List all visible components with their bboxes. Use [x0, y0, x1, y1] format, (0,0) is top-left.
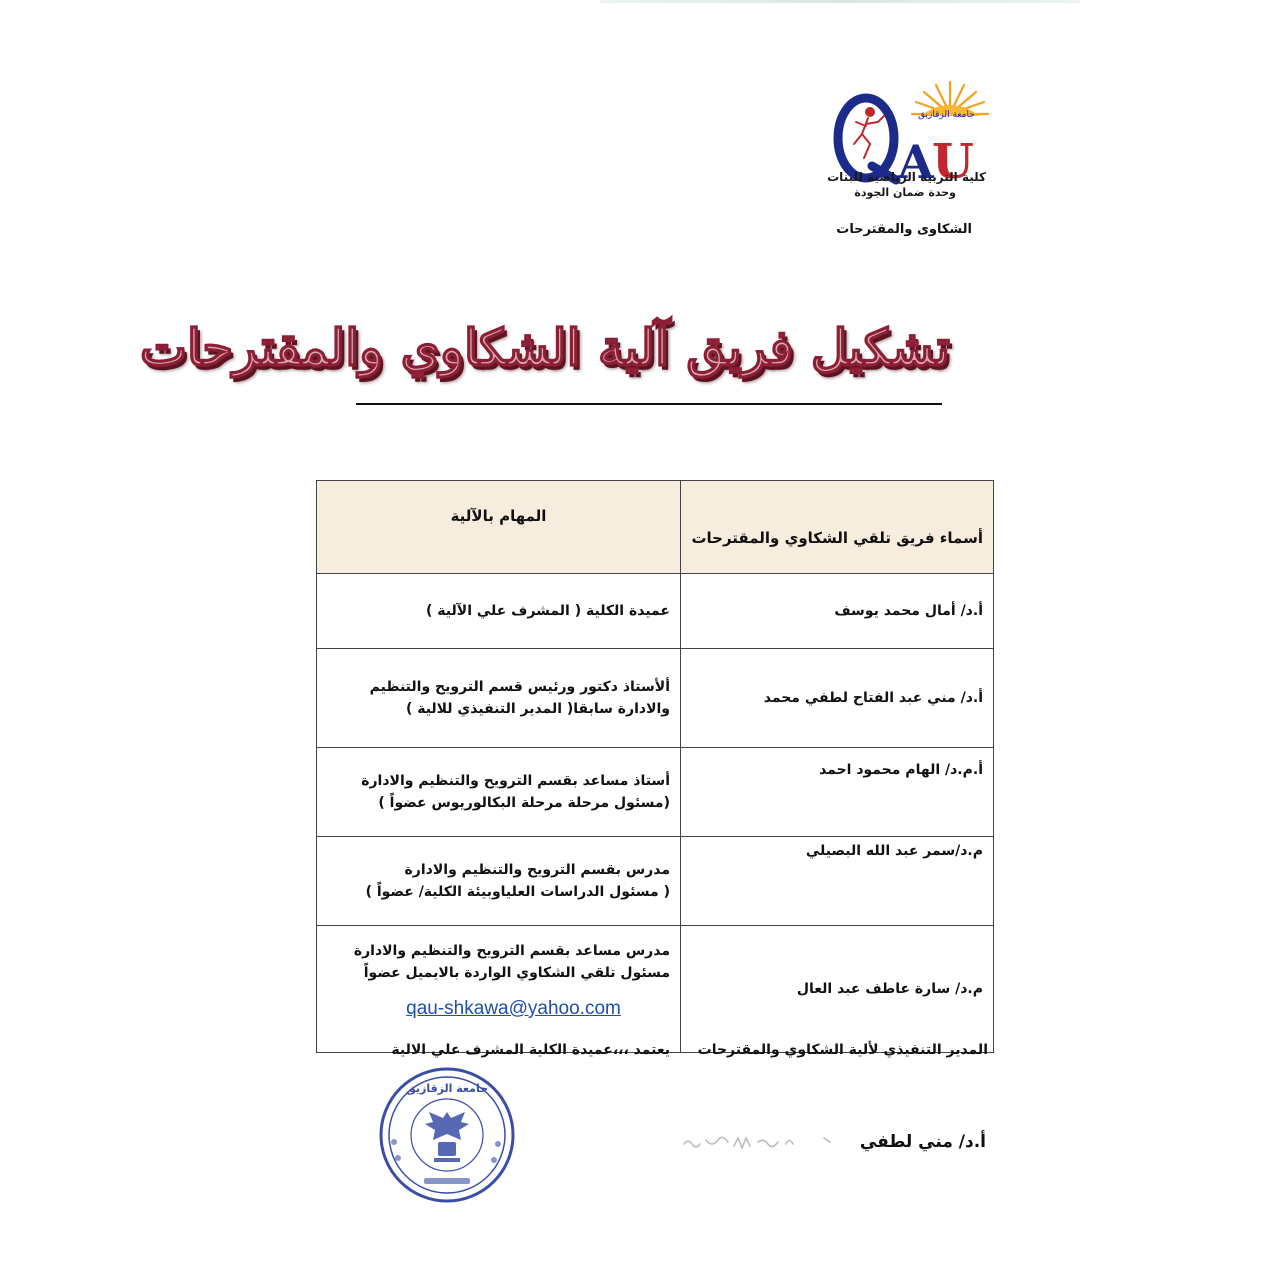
member-task — [317, 649, 681, 748]
header-tasks: المهام بالآلية — [317, 481, 681, 574]
task-line: مدرس مساعد بقسم الترويح والتنظيم والادارة — [353, 943, 670, 959]
member-task — [317, 748, 681, 837]
task-line: عميدة الكلية ( المشرف علي الآلية ) — [426, 603, 670, 619]
title-underline — [356, 403, 942, 405]
table-row — [317, 748, 994, 837]
stamp-text: جامعة الزقازيق — [405, 1082, 489, 1095]
member-name: أ.د/ مني عبد الفتاح لطفي محمد — [681, 649, 994, 748]
logo-faculty-name: كلية التربية الرياضية للبنات — [827, 170, 986, 184]
task-line: ألأستاذ دكتور ورئيس قسم الترويح والتنظيم — [369, 679, 670, 695]
header-subtitle: الشكاوى والمقترحات — [836, 222, 972, 237]
team-table — [316, 480, 994, 1053]
member-name: أ.د/ أمال محمد يوسف — [681, 574, 994, 649]
executive-director-title: المدير التنفيذي لألية الشكاوي والمقترحات — [697, 1042, 988, 1058]
complaints-email-link[interactable]: qau-shkawa@yahoo.com — [406, 998, 621, 1019]
member-name: م.د/سمر عبد الله البصيلي — [681, 837, 994, 926]
member-name: أ.م.د/ الهام محمود احمد — [681, 748, 994, 837]
table-row — [317, 926, 994, 1053]
svg-text:U: U — [932, 134, 974, 190]
task-line: أستاذ مساعد بقسم الترويح والتنظيم والادارة — [361, 773, 670, 789]
table-header-row — [317, 481, 994, 574]
scan-artifact-line — [600, 0, 1080, 3]
dean-approval-title: يعتمد ،،،عميدة الكلية المشرف علي الالية — [391, 1042, 670, 1058]
document-title: تشكيل فريق آلية الشكاوي والمقترحات — [139, 318, 950, 377]
table-row — [317, 574, 994, 649]
member-task — [317, 574, 681, 649]
task-line: (مسئول مرحلة مرحلة البكالوريوس عضواً ) — [378, 795, 670, 811]
member-task — [317, 837, 681, 926]
logo-university-label: جامعة الزقازيق — [918, 110, 975, 120]
table-row — [317, 837, 994, 926]
header-names: أسماء فريق تلقي الشكاوي والمقترحات — [681, 481, 994, 574]
task-line: مسئول تلقي الشكاوي الواردة بالايميل عضواً — [363, 965, 670, 981]
signature-scribble-icon — [678, 1128, 858, 1158]
eagle-seal-stamp-icon — [374, 1062, 520, 1208]
member-name: م.د/ سارة عاطف عبد العال — [681, 926, 994, 1053]
task-line: ( مسئول الدراسات العلياوبيئة الكلية/ عضواً ) — [365, 884, 670, 900]
executive-director-name: أ.د/ مني لطفي — [859, 1132, 986, 1152]
member-task — [317, 926, 681, 1053]
svg-text:A: A — [898, 135, 934, 189]
logo-unit-name: وحدة ضمان الجودة — [854, 186, 956, 199]
task-line: والادارة سابقا( المدير التنفيذي للالية ) — [405, 701, 670, 717]
table-row — [317, 649, 994, 748]
task-line: مدرس بقسم الترويح والتنظيم والادارة — [404, 862, 670, 878]
